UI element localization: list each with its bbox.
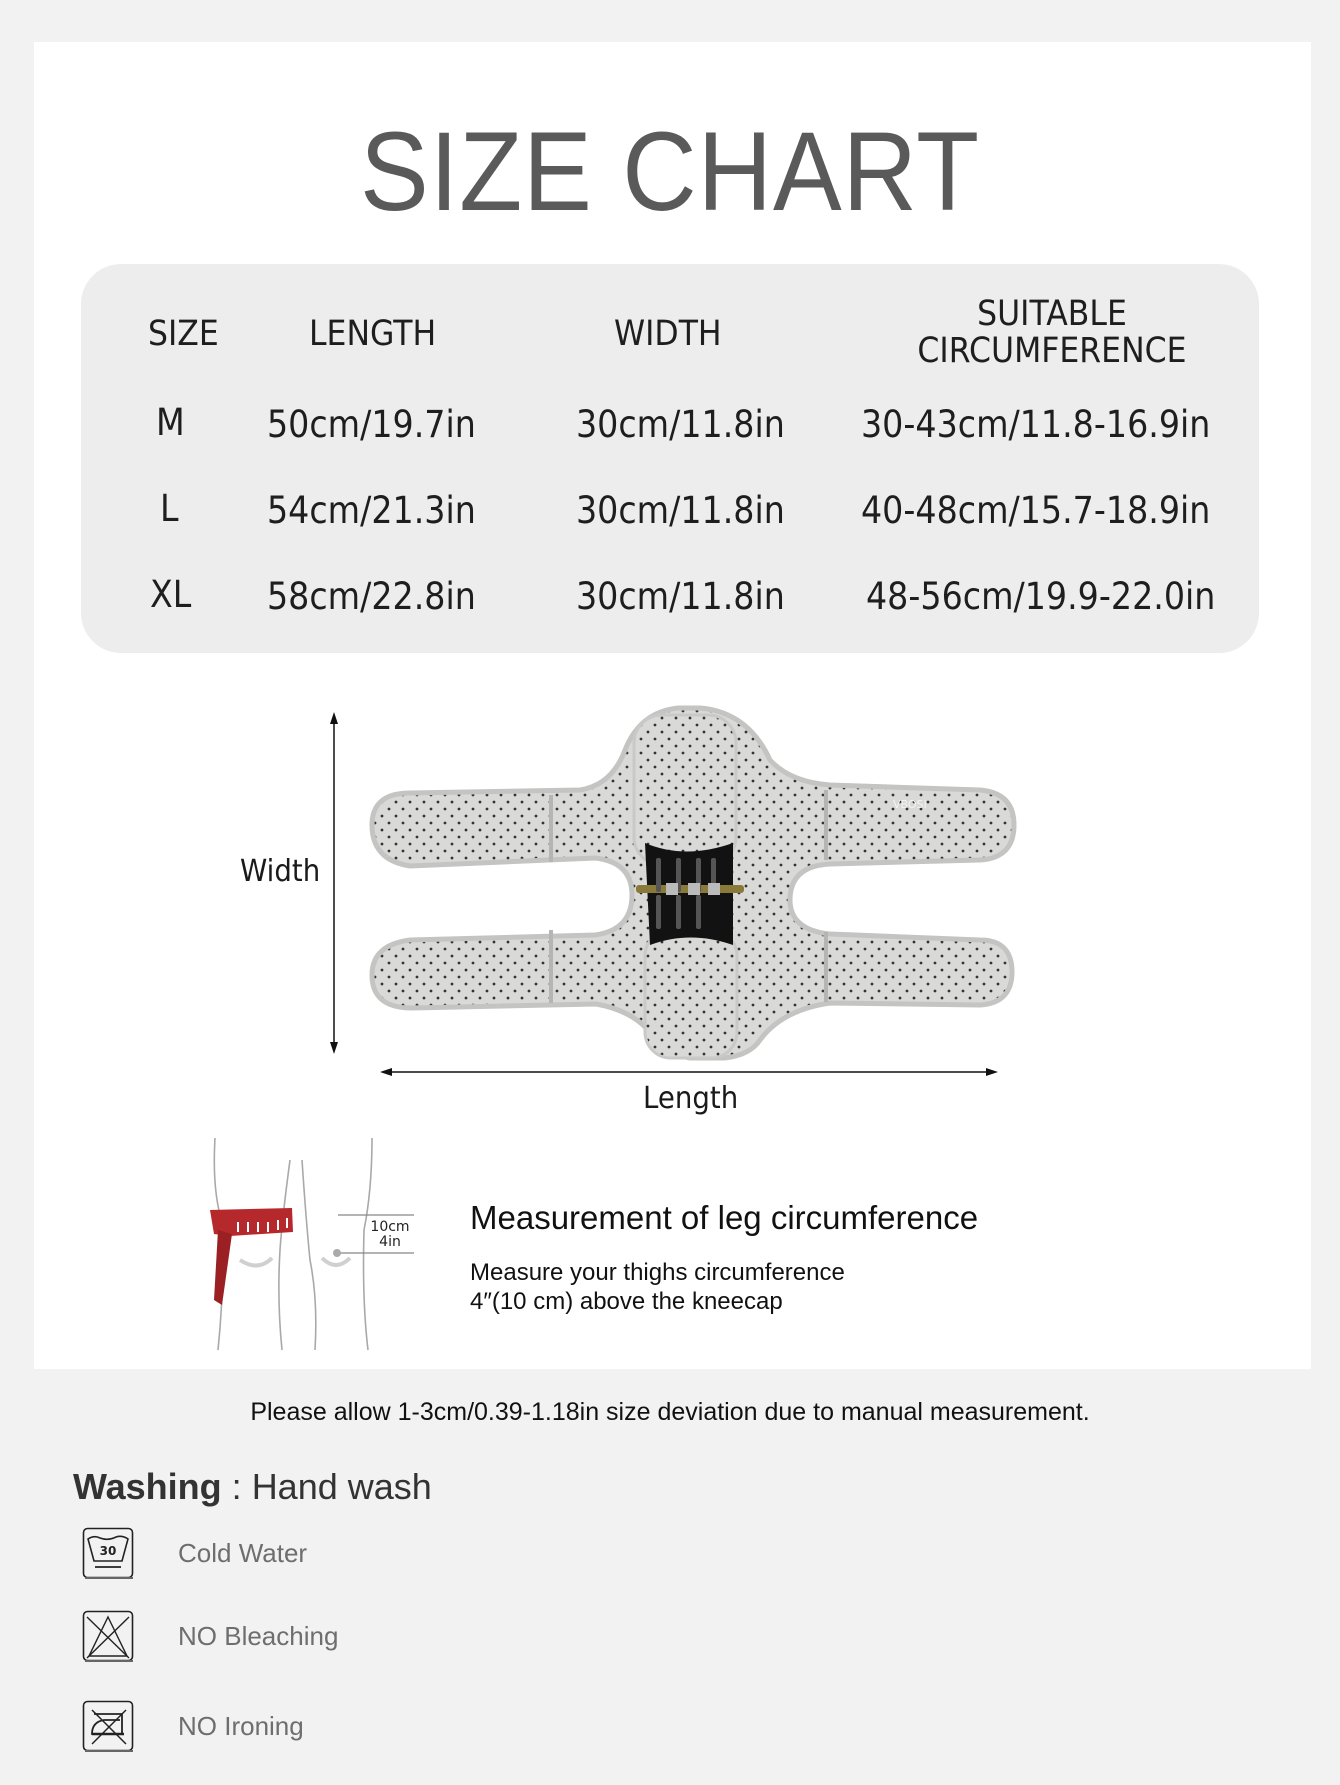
page-title: SIZE CHART xyxy=(360,109,980,234)
wash-30-icon xyxy=(82,1527,134,1579)
row-length: 58cm/22.8in xyxy=(267,575,476,618)
washing-value: Hand wash xyxy=(251,1466,432,1507)
row-size: M xyxy=(156,401,185,444)
header-width: WIDTH xyxy=(614,314,722,354)
row-width: 30cm/11.8in xyxy=(576,575,785,618)
marker-cm: 10cm xyxy=(370,1219,410,1235)
header-circumference-line1: SUITABLE xyxy=(977,294,1127,334)
care-label: NO Ironing xyxy=(178,1710,304,1741)
row-circumference: 40-48cm/15.7-18.9in xyxy=(861,489,1211,532)
row-width: 30cm/11.8in xyxy=(576,489,785,532)
care-label: NO Bleaching xyxy=(178,1620,339,1651)
row-length: 54cm/21.3in xyxy=(267,489,476,532)
row-width: 30cm/11.8in xyxy=(576,403,785,446)
washing-heading xyxy=(73,1466,432,1508)
no-iron-icon xyxy=(82,1700,134,1752)
marker-in: 4in xyxy=(379,1234,401,1250)
header-length: LENGTH xyxy=(309,314,437,354)
length-label: Length xyxy=(643,1081,739,1116)
care-item-cold-water xyxy=(82,1527,308,1579)
size-deviation-note: Please allow 1-3cm/0.39-1.18in size deviation due to manual measurement. xyxy=(250,1398,1090,1426)
header-circumference-line2: CIRCUMFERENCE xyxy=(917,331,1187,371)
measurement-description xyxy=(470,1258,845,1316)
no-bleach-icon xyxy=(82,1610,134,1662)
washing-separator: : xyxy=(221,1466,252,1507)
tape-measure-icon xyxy=(210,1208,293,1305)
header-size: SIZE xyxy=(148,314,219,354)
width-arrow-icon xyxy=(330,712,338,1054)
measurement-desc-line2: 4″(10 cm) above the kneecap xyxy=(470,1288,783,1315)
measurement-title: Measurement of leg circumference xyxy=(470,1199,979,1236)
care-label: Cold Water xyxy=(178,1537,308,1568)
row-size: XL xyxy=(150,573,192,616)
row-circumference: 30-43cm/11.8-16.9in xyxy=(861,403,1211,446)
svg-text:VBOSI: VBOSI xyxy=(893,798,927,811)
length-arrow-icon xyxy=(380,1068,998,1076)
width-label: Width xyxy=(240,854,321,889)
row-length: 50cm/19.7in xyxy=(267,403,476,446)
measurement-desc-line1: Measure your thighs circumference xyxy=(470,1259,845,1286)
spring-hinge-icon xyxy=(636,843,744,945)
care-item-no-iron xyxy=(82,1700,304,1752)
washing-label: Washing xyxy=(73,1466,222,1507)
care-item-no-bleach xyxy=(82,1610,339,1662)
marker-text xyxy=(370,1220,410,1250)
row-circumference: 48-56cm/19.9-22.0in xyxy=(866,575,1216,618)
svg-text:30: 30 xyxy=(99,1544,117,1558)
row-size: L xyxy=(160,487,179,530)
